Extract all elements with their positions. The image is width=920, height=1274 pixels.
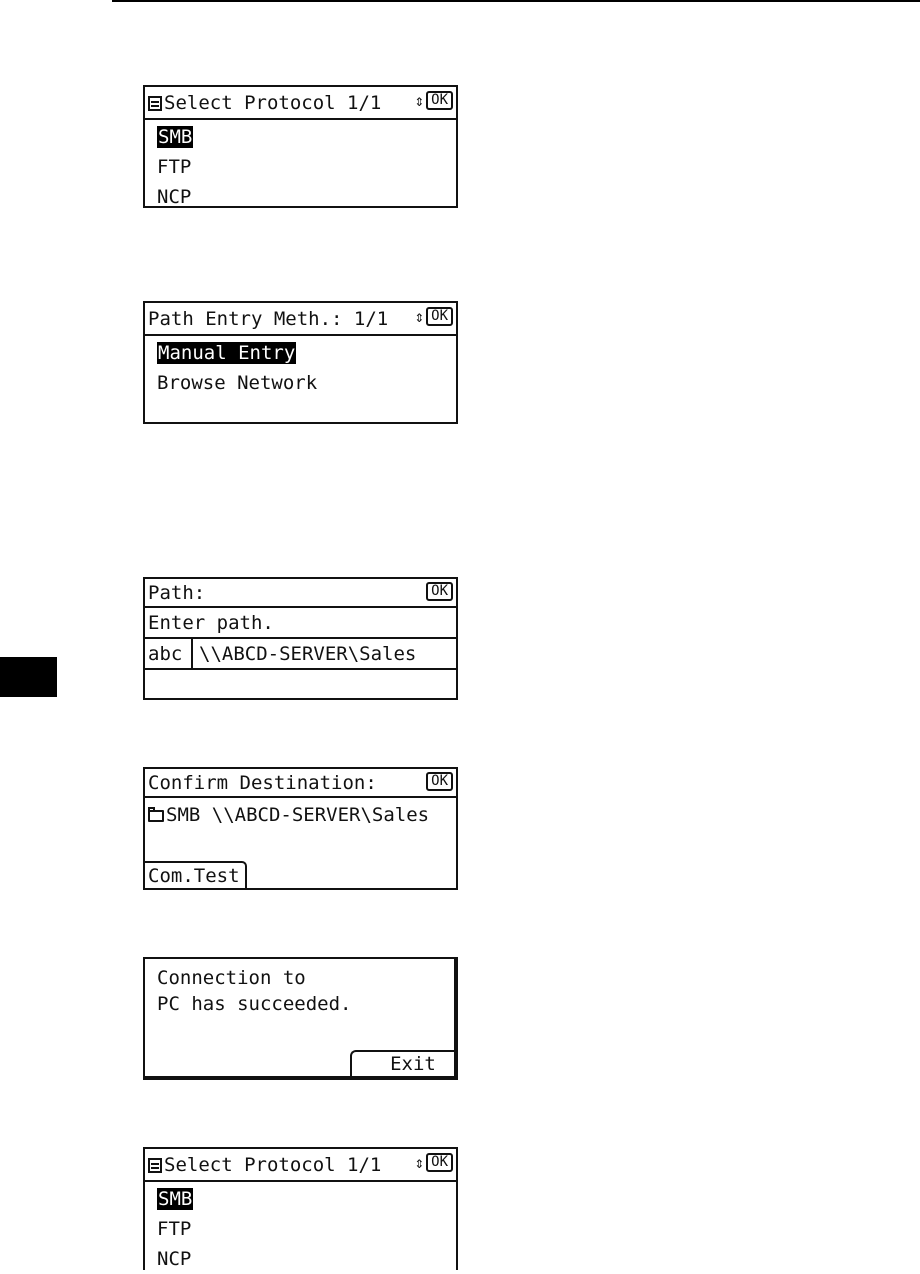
screen-header [145, 1149, 456, 1182]
result-line-2: PC has succeeded. [157, 993, 352, 1015]
screen-header [145, 303, 456, 336]
ok-key-icon[interactable]: OK [426, 1153, 453, 1172]
screen-title: Path: [148, 582, 206, 604]
protocol-list [145, 1182, 456, 1274]
list-item-browse-network[interactable]: Browse Network [157, 372, 318, 394]
list-item-ncp[interactable]: NCP [157, 186, 192, 208]
ok-key-icon[interactable]: OK [426, 91, 453, 110]
connection-result-screen [143, 957, 458, 1080]
up-down-arrow-icon[interactable]: ⇕ [414, 1152, 425, 1172]
folder-icon [148, 810, 164, 822]
result-line-1: Connection to [157, 967, 306, 989]
result-message [145, 959, 454, 1017]
path-input[interactable]: \\ABCD-SERVER\Sales [199, 642, 417, 665]
list-item-manual-entry[interactable]: Manual Entry [158, 342, 296, 364]
page-indicator: 1/1 [347, 92, 382, 114]
screen-title: Select Protocol [164, 92, 336, 114]
ok-key-icon[interactable]: OK [426, 582, 453, 601]
list-item-smb[interactable]: SMB [158, 126, 193, 148]
destination-value: SMB \\ABCD-SERVER\Sales [166, 804, 430, 826]
path-input-row[interactable] [145, 639, 456, 670]
com-test-button[interactable]: Com.Test [145, 861, 247, 888]
destination-line [145, 798, 456, 830]
select-protocol-screen-2 [143, 1147, 458, 1270]
up-down-arrow-icon[interactable]: ⇕ [414, 90, 425, 110]
screen-title: Select Protocol [164, 1154, 336, 1176]
entry-method-list [145, 336, 456, 398]
list-item-smb[interactable]: SMB [158, 1188, 193, 1210]
path-entry-method-screen [143, 301, 458, 424]
chapter-tab [0, 657, 57, 697]
screen-header [145, 87, 456, 120]
menu-list-icon [148, 1158, 162, 1173]
path-input-screen [143, 577, 458, 700]
ok-key-icon[interactable]: OK [426, 772, 453, 791]
page-indicator: 1/1 [347, 1154, 382, 1176]
ok-key-icon[interactable]: OK [426, 307, 453, 326]
path-prompt: Enter path. [145, 608, 456, 639]
screen-header [145, 769, 456, 798]
page-indicator: 1/1 [353, 308, 389, 330]
confirm-destination-screen [143, 767, 458, 890]
menu-list-icon [148, 96, 162, 111]
exit-button[interactable]: Exit [350, 1050, 454, 1076]
list-item-ftp[interactable]: FTP [157, 156, 192, 178]
up-down-arrow-icon[interactable]: ⇕ [414, 306, 425, 326]
page-top-rule [112, 0, 920, 2]
input-mode-indicator: abc [145, 639, 193, 668]
screen-header [145, 579, 456, 608]
screen-title: Confirm Destination: [148, 772, 377, 794]
protocol-list [145, 120, 456, 212]
screen-title: Path Entry Meth.: [148, 308, 343, 330]
select-protocol-screen [143, 85, 458, 208]
list-item-ftp[interactable]: FTP [157, 1218, 192, 1240]
list-item-ncp[interactable]: NCP [157, 1248, 192, 1270]
